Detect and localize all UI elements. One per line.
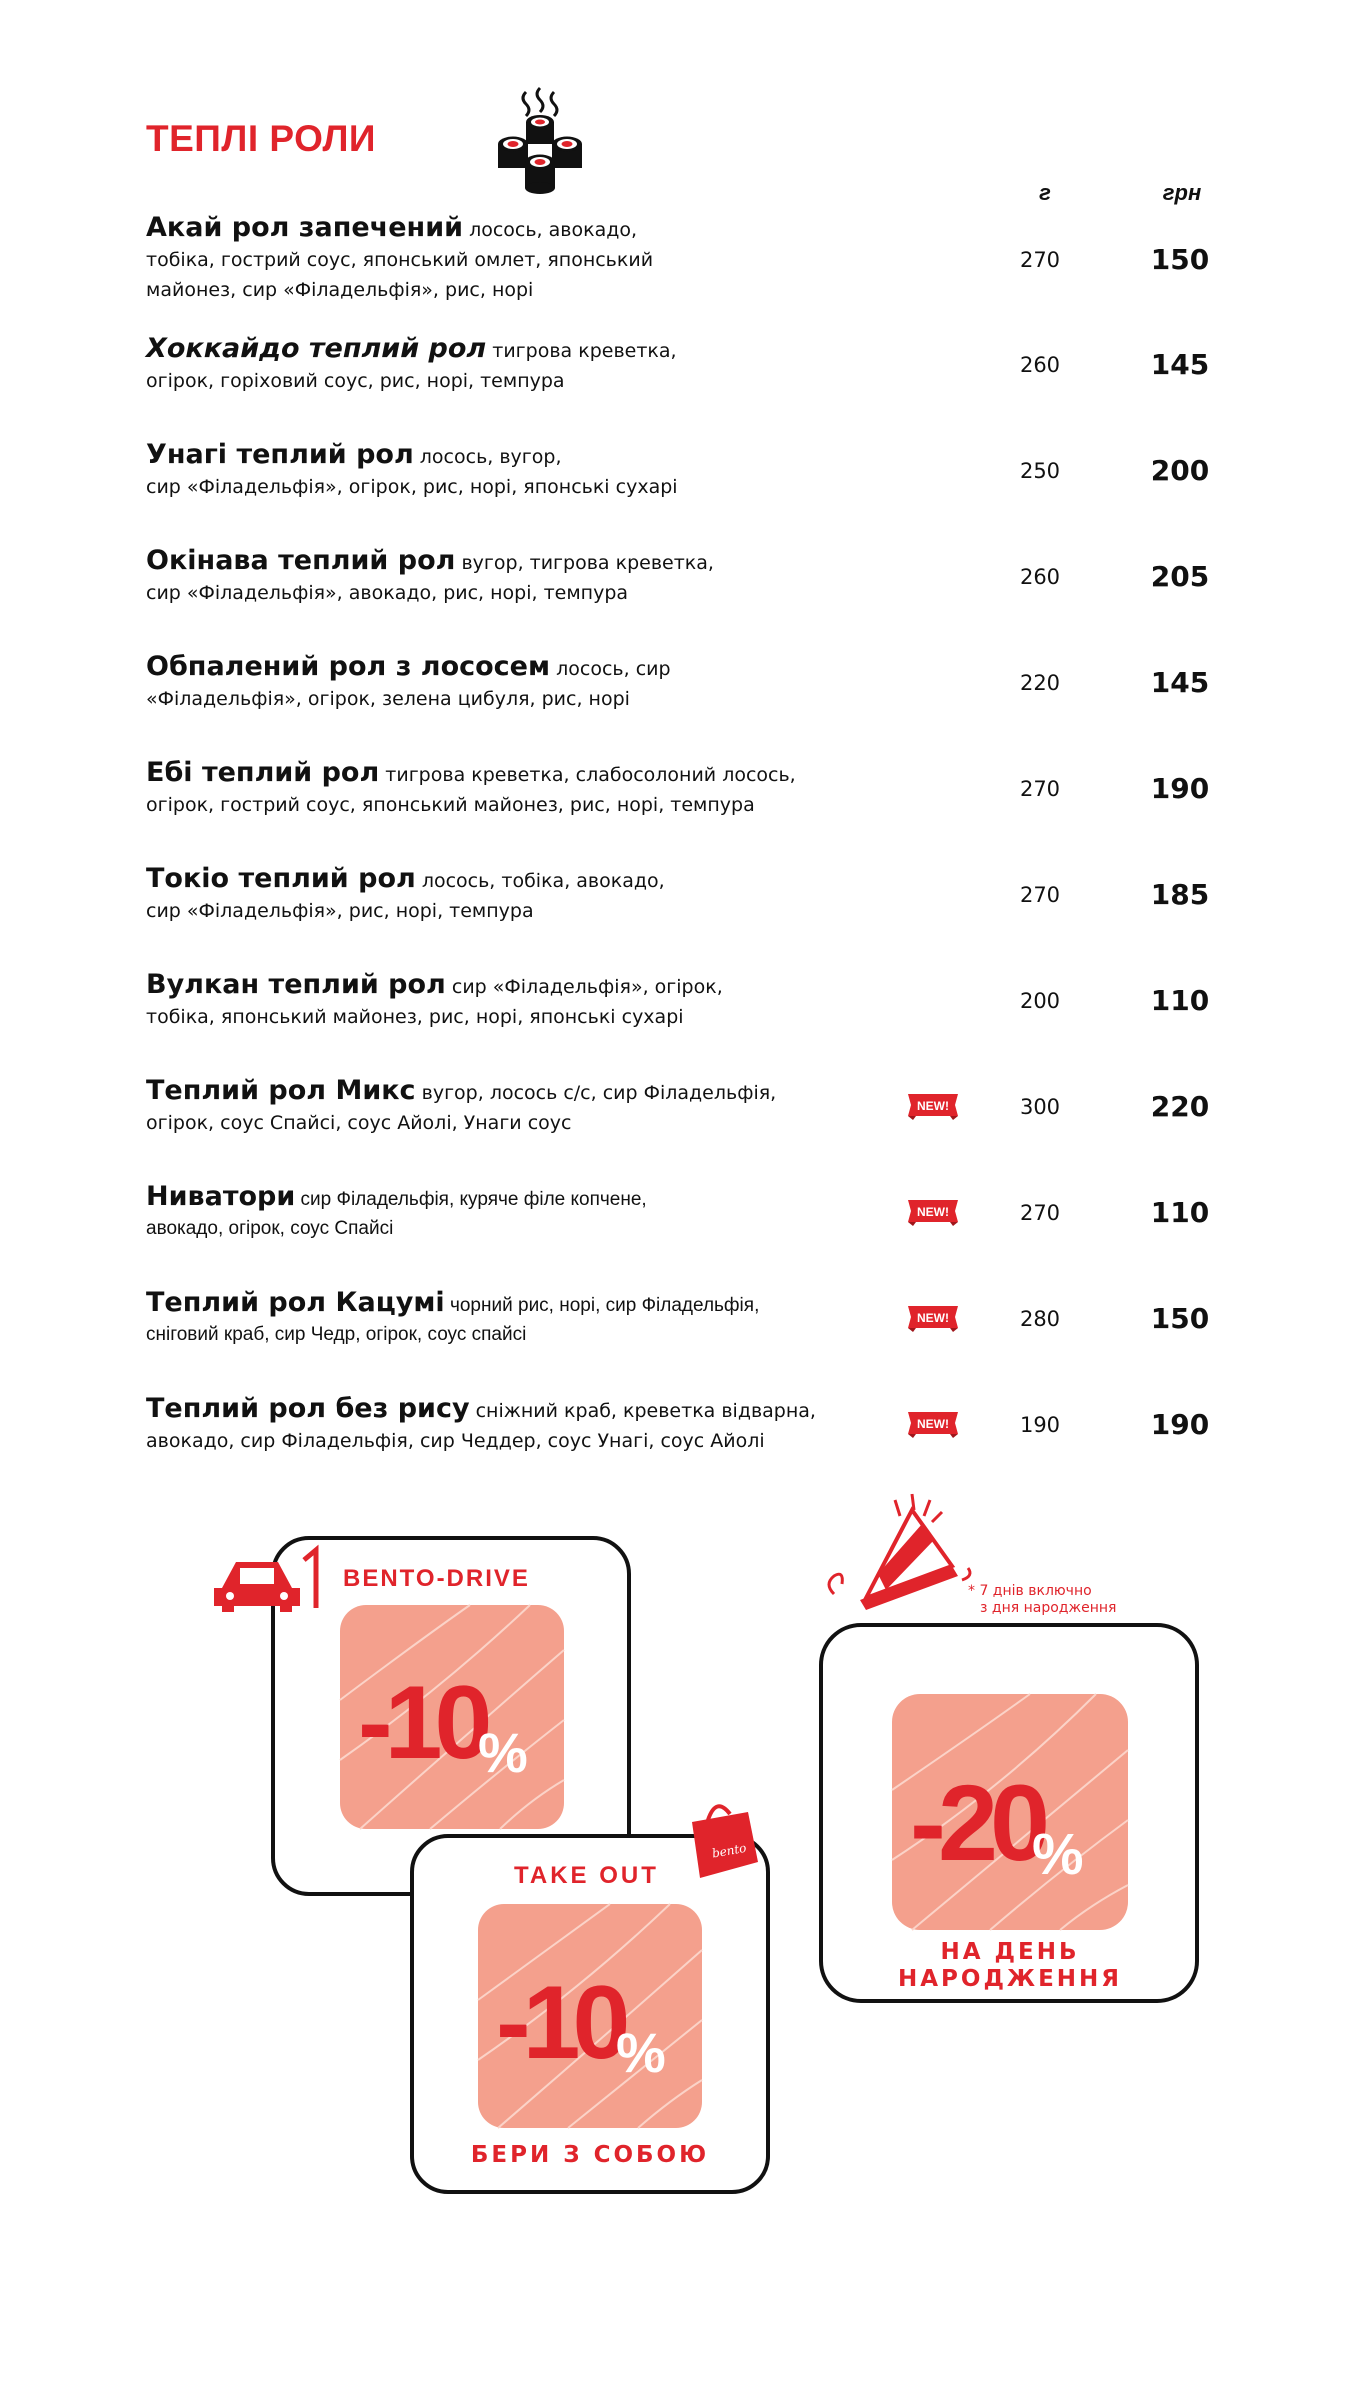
item-name: Акай рол запечений <box>146 212 464 243</box>
menu-item <box>146 1181 1246 1271</box>
item-description: чорний рис, норі, сир Філадельфія, <box>449 1295 760 1316</box>
item-price: 190 <box>1150 772 1210 805</box>
birthday-card <box>821 1494 1197 2001</box>
item-description: майонез, сир «Філадельфія», рис, норі <box>146 279 534 301</box>
new-badge-label: NEW! <box>917 1311 949 1325</box>
birthday-percent: % <box>1032 1822 1084 1887</box>
birthday-caption-line2: НАРОДЖЕННЯ <box>897 1966 1123 1992</box>
birthday-note-line1: * 7 днів включно <box>968 1583 1092 1599</box>
menu-item <box>146 651 1246 741</box>
menu-item <box>146 212 1246 302</box>
take-out-label: TAKE OUT <box>514 1862 659 1889</box>
item-description: сніжний краб, креветка відварна, <box>475 1400 816 1422</box>
item-description: авокадо, огірок, соус Спайсі <box>146 1218 394 1239</box>
section-title: ТЕПЛІ РОЛИ <box>146 118 376 159</box>
menu-item <box>146 545 1246 635</box>
item-weight: 250 <box>1019 459 1061 483</box>
birthday-caption-line1: НА ДЕНЬ <box>940 1939 1080 1965</box>
item-name: Ниватори <box>146 1181 296 1212</box>
item-weight: 220 <box>1019 671 1061 695</box>
item-price: 150 <box>1150 243 1210 276</box>
menu-item <box>146 863 1246 953</box>
drive-percent: % <box>478 1721 528 1784</box>
item-price: 200 <box>1150 454 1210 487</box>
item-name: Обпалений рол з лососем <box>146 651 551 682</box>
item-price: 220 <box>1150 1090 1210 1123</box>
menu-item <box>146 1075 1246 1165</box>
item-description: вугор, лосось с/с, сир Філадельфія, <box>421 1082 777 1104</box>
item-price: 185 <box>1150 878 1210 911</box>
item-description: сир «Філадельфія», рис, норі, темпура <box>146 900 534 922</box>
menu-item <box>146 439 1246 529</box>
item-description: огірок, горіховий соус, рис, норі, темпура <box>146 370 565 392</box>
take-out-card <box>412 1806 768 2192</box>
bag-logo-text: bento <box>710 1840 748 1861</box>
party-hat-icon <box>829 1494 970 1610</box>
item-weight: 280 <box>1019 1307 1061 1331</box>
take-out-discount: -10 <box>496 1965 623 2081</box>
sushi-rolls-icon <box>490 86 590 194</box>
item-description: сніговий краб, сир Чедр, огірок, соус спайсі <box>146 1324 527 1345</box>
item-description: сир Філадельфія, куряче філе копчене, <box>300 1189 647 1210</box>
item-price: 150 <box>1150 1302 1210 1335</box>
item-name: Теплий рол без рису <box>146 1393 470 1424</box>
item-weight: 260 <box>1019 565 1061 589</box>
item-name: Теплий рол Кацумі <box>146 1287 445 1318</box>
item-description: огірок, соус Спайсі, соус Айолі, Унаги соус <box>146 1112 572 1134</box>
item-description: тобіка, гострий соус, японський омлет, японський <box>146 249 654 271</box>
menu-item <box>146 757 1246 847</box>
item-weight: 260 <box>1019 353 1061 377</box>
new-badge-label: NEW! <box>917 1417 949 1431</box>
item-price: 110 <box>1150 984 1210 1017</box>
item-description: тобіка, японський майонез, рис, норі, японські сухарі <box>146 1006 684 1028</box>
menu-item <box>146 1287 1246 1377</box>
item-description: тигрова креветка, <box>492 340 677 362</box>
item-description: лосось, тобіка, авокадо, <box>421 870 665 892</box>
item-name: Токіо теплий рол <box>146 863 416 894</box>
item-name: Окінава теплий рол <box>146 545 456 576</box>
item-description: огірок, гострий соус, японський майонез, рис, норі, темпура <box>146 794 755 816</box>
item-name: Ебі теплий рол <box>146 757 380 788</box>
item-price: 205 <box>1150 560 1210 593</box>
menu-item <box>146 333 1246 423</box>
item-weight: 300 <box>1019 1095 1061 1119</box>
item-weight: 270 <box>1019 883 1061 907</box>
item-price: 145 <box>1150 666 1210 699</box>
birthday-discount: -20 <box>910 1762 1043 1883</box>
item-description: авокадо, сир Філадельфія, сир Чеддер, соус Унагі, соус Айолі <box>146 1430 765 1452</box>
new-badge <box>904 1091 962 1121</box>
item-weight: 200 <box>1019 989 1061 1013</box>
item-name: Унагі теплий рол <box>146 439 414 470</box>
item-description: лосось, сир <box>556 658 671 680</box>
item-weight: 270 <box>1019 248 1061 272</box>
take-out-percent: % <box>616 2021 666 2084</box>
item-price: 110 <box>1150 1196 1210 1229</box>
new-badge <box>904 1303 962 1333</box>
item-description: «Філадельфія», огірок, зелена цибуля, рис, норі <box>146 688 630 710</box>
item-name: Хоккайдо теплий рол <box>146 333 487 364</box>
price-column-header: грн <box>1162 180 1202 205</box>
birthday-note-line2: з дня народження <box>980 1600 1117 1616</box>
item-price: 190 <box>1150 1408 1210 1441</box>
promo-section <box>0 1480 1350 2200</box>
drive-discount: -10 <box>358 1665 485 1781</box>
item-description: лосось, авокадо, <box>469 219 638 241</box>
item-name: Вулкан теплий рол <box>146 969 446 1000</box>
item-description: сир «Філадельфія», огірок, <box>451 976 723 998</box>
item-description: вугор, тигрова креветка, <box>461 552 714 574</box>
item-price: 145 <box>1150 348 1210 381</box>
item-description: лосось, вугор, <box>419 446 562 468</box>
menu-item <box>146 969 1246 1059</box>
item-description: сир «Філадельфія», авокадо, рис, норі, темпура <box>146 582 629 604</box>
weight-column-header: г <box>1039 180 1051 205</box>
item-weight: 270 <box>1019 777 1061 801</box>
new-badge-label: NEW! <box>917 1205 949 1219</box>
drive-label: BENTO-DRIVE <box>343 1565 530 1592</box>
new-badge-label: NEW! <box>917 1099 949 1113</box>
item-description: сир «Філадельфія», огірок, рис, норі, японські сухарі <box>146 476 678 498</box>
new-badge <box>904 1197 962 1227</box>
item-name: Теплий рол Микс <box>146 1075 416 1106</box>
item-description: тигрова креветка, слабосолоний лосось, <box>385 764 796 786</box>
new-badge <box>904 1409 962 1439</box>
take-out-caption: БЕРИ З СОБОЮ <box>470 2142 710 2168</box>
menu-item <box>146 1393 1246 1483</box>
item-weight: 270 <box>1019 1201 1061 1225</box>
item-weight: 190 <box>1019 1413 1061 1437</box>
